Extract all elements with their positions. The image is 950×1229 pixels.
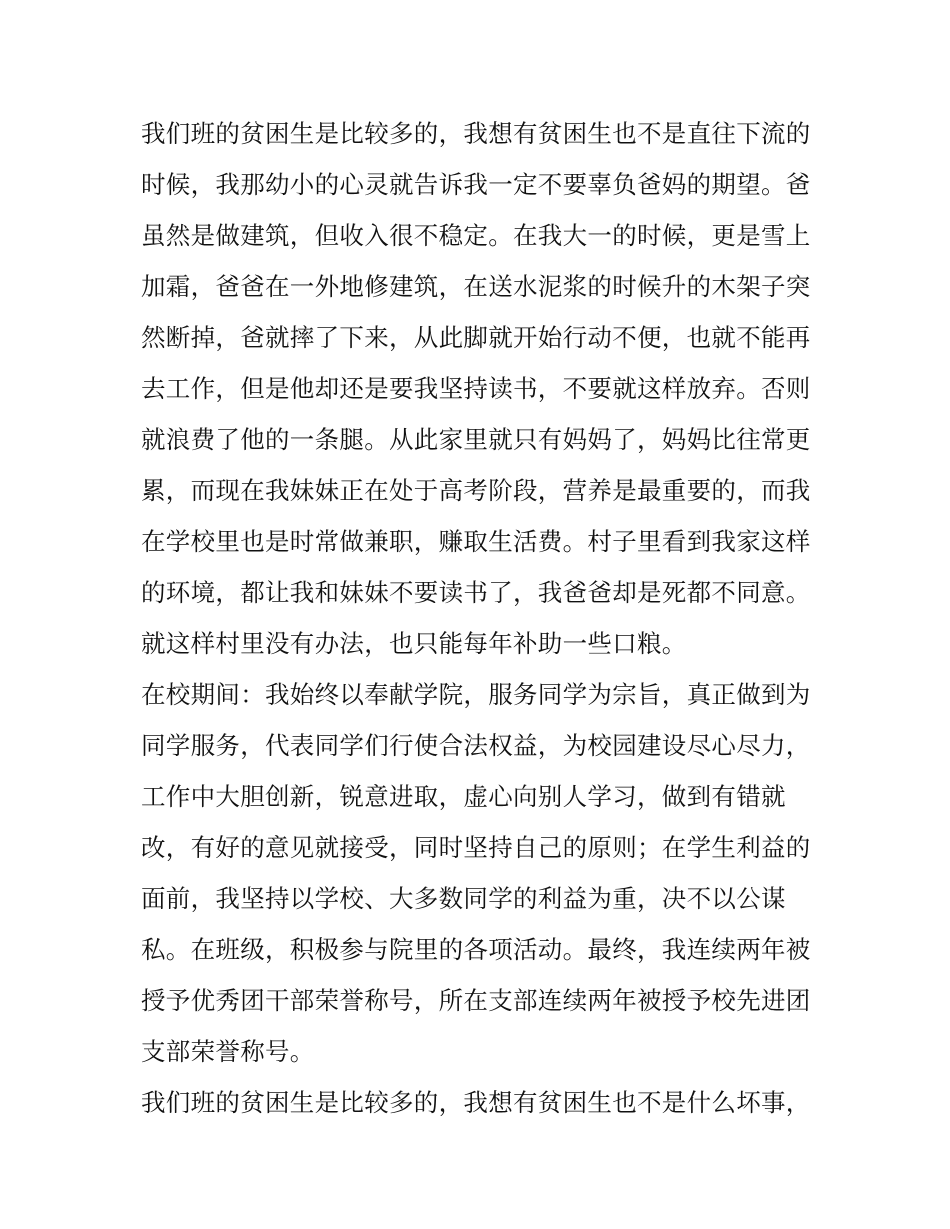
text-line: 支部荣誉称号。 — [141, 1037, 315, 1066]
text-line: 同学服务，代表同学们行使合法权益，为校园建设尽心尽力， — [141, 731, 811, 760]
text-line: 授予优秀团干部荣誉称号，所在支部连续两年被授予校先进团 — [141, 986, 811, 1015]
text-line: 加霜，爸爸在一外地修建筑，在送水泥浆的时候升的木架子突 — [141, 272, 811, 301]
text-line: 面前，我坚持以学校、大多数同学的利益为重，决不以公谋 — [141, 884, 786, 913]
text-line: 私。在班级，积极参与院里的各项活动。最终，我连续两年被 — [141, 935, 811, 964]
text-line: 虽然是做建筑，但收入很不稳定。在我大一的时候，更是雪上 — [141, 221, 811, 250]
text-line: 我们班的贫困生是比较多的，我想有贫困生也不是什么坏事， — [141, 1088, 811, 1117]
text-line: 在校期间：我始终以奉献学院，服务同学为宗旨，真正做到为 — [141, 680, 811, 709]
text-line: 的环境，都让我和妹妹不要读书了，我爸爸却是死都不同意。 — [141, 578, 811, 607]
text-line: 改，有好的意见就接受，同时坚持自己的原则；在学生利益的 — [141, 833, 811, 862]
text-line: 就浪费了他的一条腿。从此家里就只有妈妈了，妈妈比往常更 — [141, 425, 811, 454]
text-line: 工作中大胆创新，锐意进取，虚心向别人学习，做到有错就 — [141, 782, 786, 811]
text-line: 我们班的贫困生是比较多的，我想有贫困生也不是直往下流的 — [141, 119, 811, 148]
text-line: 就这样村里没有办法，也只能每年补助一些口粮。 — [141, 629, 687, 658]
text-line: 去工作，但是他却还是要我坚持读书，不要就这样放弃。否则 — [141, 374, 811, 403]
text-line: 在学校里也是时常做兼职，赚取生活费。村子里看到我家这样 — [141, 527, 811, 556]
text-line: 然断掉，爸就摔了下来，从此脚就开始行动不便，也就不能再 — [141, 323, 811, 352]
text-line: 累，而现在我妹妹正在处于高考阶段，营养是最重要的，而我 — [141, 476, 811, 505]
document-body — [141, 108, 821, 1128]
text-line: 时候，我那幼小的心灵就告诉我一定不要辜负爸妈的期望。爸 — [141, 170, 811, 199]
